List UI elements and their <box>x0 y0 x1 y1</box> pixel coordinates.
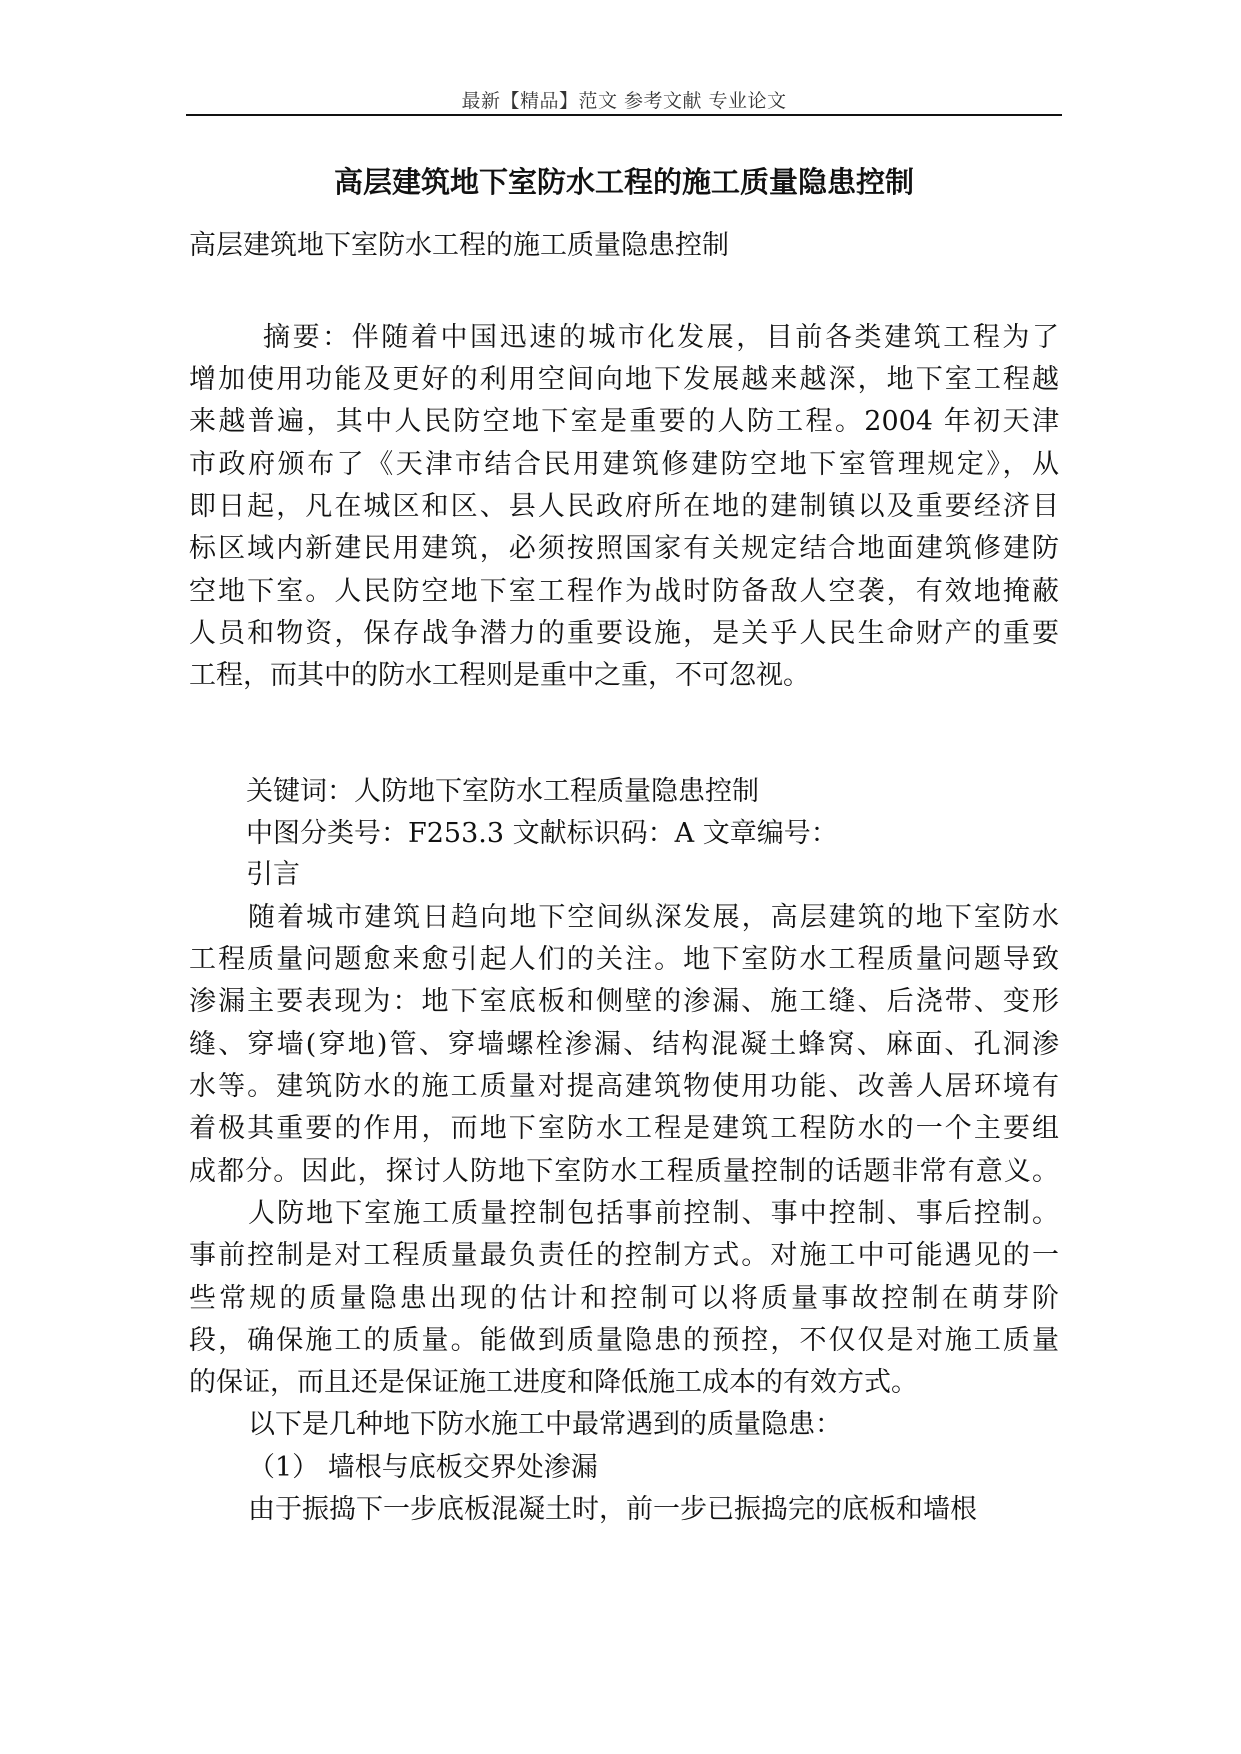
body-paragraph-line: 渗漏主要表现为：地下室底板和侧壁的渗漏、施工缝、后浇带、变形 <box>189 986 1059 1017</box>
document-subtitle: 高层建筑地下室防水工程的施工质量隐患控制 <box>189 230 729 261</box>
abstract-line: 人员和物资，保存战争潜力的重要设施，是关乎人民生命财产的重要 <box>189 618 1059 649</box>
abstract-line: 增加使用功能及更好的利用空间向地下发展越来越深，地下室工程越 <box>189 364 1059 395</box>
abstract-line: 标区域内新建民用建筑，必须按照国家有关规定结合地面建筑修建防 <box>189 533 1059 564</box>
body-paragraph-line: 着极其重要的作用，而地下室防水工程是建筑工程防水的一个主要组 <box>189 1113 1059 1144</box>
body-paragraph-line: 成都分。因此，探讨人防地下室防水工程质量控制的话题非常有意义。 <box>189 1156 1059 1187</box>
list-item-text: 由于振捣下一步底板混凝土时，前一步已振捣完的底板和墙根 <box>248 1494 977 1525</box>
running-header: 最新【精品】范文 参考文献 专业论文 <box>461 90 787 112</box>
list-intro: 以下是几种地下防水施工中最常遇到的质量隐患： <box>248 1409 842 1440</box>
body-paragraph-line: 随着城市建筑日趋向地下空间纵深发展，高层建筑的地下室防水 <box>248 902 1059 933</box>
body-paragraph-line: 缝、穿墙(穿地)管、穿墙螺栓渗漏、结构混凝土蜂窝、麻面、孔洞渗 <box>189 1029 1059 1060</box>
abstract-line: 市政府颁布了《天津市结合民用建筑修建防空地下室管理规定》，从 <box>189 449 1059 480</box>
abstract-line: 摘要：伴随着中国迅速的城市化发展，目前各类建筑工程为了 <box>263 322 1059 353</box>
body-paragraph-line: 人防地下室施工质量控制包括事前控制、事中控制、事后控制。 <box>248 1198 1059 1229</box>
header-divider <box>186 114 1062 116</box>
keywords-line: 关键词：人防地下室防水工程质量隐患控制 <box>246 776 759 807</box>
abstract-line: 即日起，凡在城区和区、县人民政府所在地的建制镇以及重要经济目 <box>189 491 1059 522</box>
document-title: 高层建筑地下室防水工程的施工质量隐患控制 <box>333 165 914 199</box>
classification-line: 中图分类号：F253.3 文献标识码：A 文章编号： <box>246 818 838 849</box>
intro-heading: 引言 <box>246 859 300 890</box>
abstract-line: 空地下室。人民防空地下室工程作为战时防备敌人空袭，有效地掩蔽 <box>189 576 1059 607</box>
body-paragraph-line: 段，确保施工的质量。能做到质量隐患的预控，不仅仅是对施工质量 <box>189 1325 1059 1356</box>
body-paragraph-line: 的保证，而且还是保证施工进度和降低施工成本的有效方式。 <box>189 1367 918 1398</box>
body-paragraph-line: 水等。建筑防水的施工质量对提高建筑物使用功能、改善人居环境有 <box>189 1071 1059 1102</box>
body-paragraph-line: 工程质量问题愈来愈引起人们的关注。地下室防水工程质量问题导致 <box>189 944 1059 975</box>
abstract-line: 工程，而其中的防水工程则是重中之重，不可忽视。 <box>189 660 810 691</box>
list-item-heading: （1） 墙根与底板交界处渗漏 <box>248 1452 598 1483</box>
abstract-line: 来越普遍，其中人民防空地下室是重要的人防工程。2004 年初天津 <box>189 406 1059 437</box>
body-paragraph-line: 事前控制是对工程质量最负责任的控制方式。对施工中可能遇见的一 <box>189 1240 1059 1271</box>
body-paragraph-line: 些常规的质量隐患出现的估计和控制可以将质量事故控制在萌芽阶 <box>189 1283 1059 1314</box>
